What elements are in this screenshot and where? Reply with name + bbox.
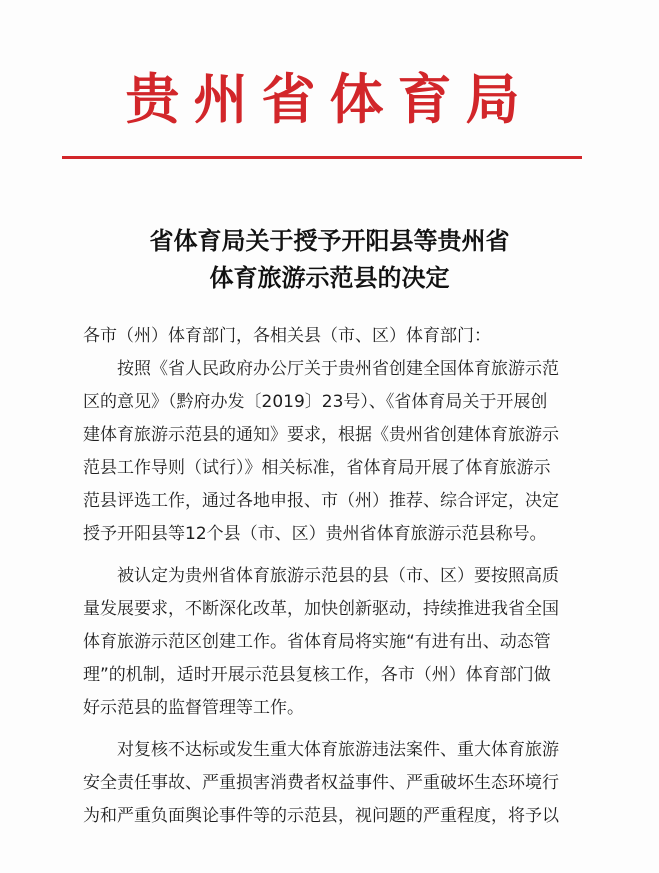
paragraph-line: 好示范县的监督管理等工作。 — [83, 698, 304, 718]
paragraph-line: 对复核不达标或发生重大体育旅游违法案件、重大体育旅游 — [117, 740, 559, 760]
salutation: 各市（州）体育部门，各相关县（市、区）体育部门： — [83, 326, 491, 346]
paragraph-line: 按照《省人民政府办公厅关于贵州省创建全国体育旅游示范 — [117, 359, 559, 379]
paragraph-2 — [83, 560, 588, 725]
title-line-1: 省体育局关于授予开阳县等贵州省 — [149, 226, 510, 255]
document-body — [83, 320, 588, 833]
paragraph-line: 量发展要求，不断深化改革，加快创新驱动，持续推进我省全国 — [83, 599, 559, 619]
document-title — [0, 222, 659, 296]
paragraph-3 — [83, 734, 588, 833]
paragraph-line: 体育旅游示范区创建工作。省体育局将实施“有进有出、动态管 — [83, 632, 551, 652]
paragraph-line: 被认定为贵州省体育旅游示范县的县（市、区）要按照高质 — [117, 566, 559, 586]
paragraph-1 — [83, 353, 588, 551]
paragraph-line: 理”的机制，适时开展示范县复核工作，各市（州）体育部门做 — [83, 665, 551, 685]
paragraph-line: 安全责任事故、严重损害消费者权益事件、严重破坏生态环境行 — [83, 773, 559, 793]
paragraph-line: 范县评选工作，通过各地申报、市（州）推荐、综合评定，决定 — [83, 491, 559, 511]
paragraph-line: 建体育旅游示范县的通知》要求，根据《贵州省创建体育旅游示 — [83, 425, 559, 445]
paragraph-line: 为和严重负面舆论事件等的示范县，视问题的严重程度，将予以 — [83, 806, 559, 826]
org-header: 贵州省体育局 — [125, 67, 534, 131]
paragraph-line: 区的意见》（黔府办发〔2019〕23号）、《省体育局关于开展创 — [83, 392, 548, 412]
paragraph-line: 范县工作导则（试行）》相关标准，省体育局开展了体育旅游示 — [83, 458, 551, 478]
header-divider — [62, 156, 582, 159]
title-line-2: 体育旅游示范县的决定 — [209, 263, 450, 292]
paragraph-line: 授予开阳县等12个县（市、区）贵州省体育旅游示范县称号。 — [83, 524, 547, 544]
